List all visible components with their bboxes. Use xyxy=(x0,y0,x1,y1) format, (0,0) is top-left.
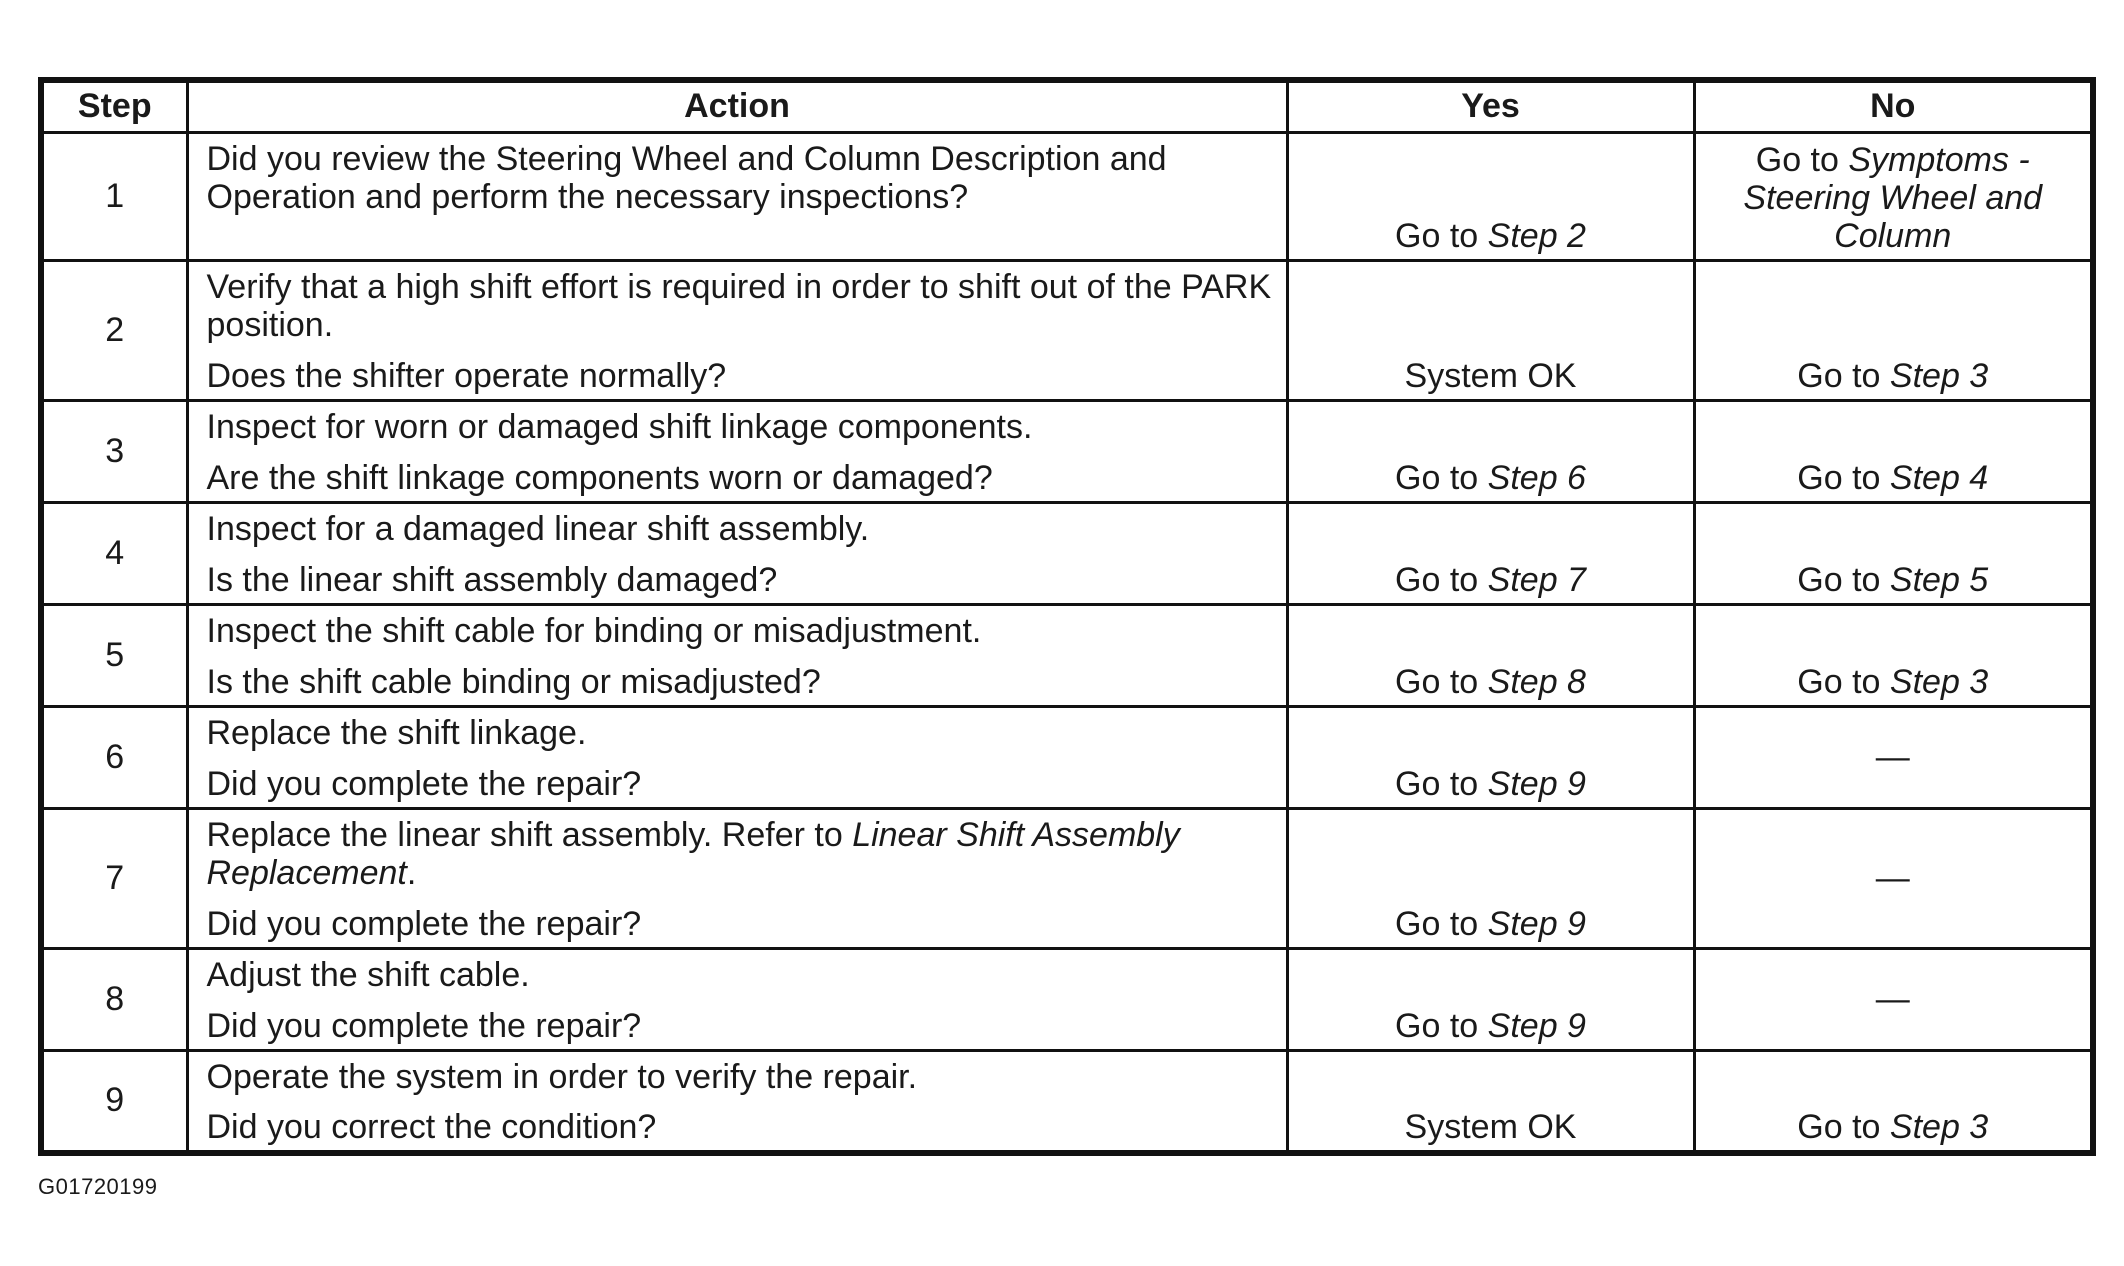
table-row xyxy=(41,502,2093,604)
figure-id: G01720199 xyxy=(38,1174,158,1199)
step-number: 3 xyxy=(41,400,187,502)
table-row xyxy=(41,1050,2093,1153)
yes-prefix: Go to xyxy=(1395,560,1479,599)
yes-step-link[interactable]: Step 2 xyxy=(1487,216,1586,255)
yes-prefix: Go to xyxy=(1395,1006,1479,1045)
no-cell xyxy=(1694,132,2093,260)
action-instruction: Inspect for worn or damaged shift linkage components. xyxy=(206,407,1033,446)
step-number: 5 xyxy=(41,604,187,706)
no-step-link[interactable]: Step 5 xyxy=(1889,560,1989,599)
step-number: 8 xyxy=(41,948,187,1050)
action-question: Did you correct the condition? xyxy=(206,1107,657,1146)
table-row xyxy=(41,132,2093,260)
action-instruction xyxy=(207,816,1276,892)
yes-cell xyxy=(1287,948,1694,1050)
action-cell xyxy=(187,502,1287,604)
action-question: Is the shift cable binding or misadjusted? xyxy=(206,662,821,701)
header-step: Step xyxy=(41,80,187,132)
action-cell xyxy=(187,400,1287,502)
no-cell xyxy=(1694,400,2093,502)
step-number: 9 xyxy=(41,1050,187,1153)
linear-shift-replacement-link[interactable]: Linear Shift Assembly Replacement xyxy=(206,815,1180,892)
yes-prefix: Go to xyxy=(1395,216,1479,255)
header-yes: Yes xyxy=(1287,80,1694,132)
action-question: Is the linear shift assembly damaged? xyxy=(206,560,778,599)
action-cell xyxy=(187,808,1287,948)
yes-prefix: Go to xyxy=(1395,662,1479,701)
no-dash: — xyxy=(1875,738,1910,776)
table-header-row xyxy=(41,80,2093,132)
no-cell xyxy=(1694,604,2093,706)
yes-step-link[interactable]: Step 9 xyxy=(1487,764,1586,803)
diagnostic-table xyxy=(38,77,2096,1156)
action-instruction: Inspect for a damaged linear shift assembly. xyxy=(206,509,870,548)
table-row xyxy=(41,260,2093,400)
no-cell xyxy=(1694,1050,2093,1153)
yes-cell xyxy=(1287,400,1694,502)
no-cell xyxy=(1694,260,2093,400)
no-prefix: Go to xyxy=(1797,662,1881,701)
no-dash: — xyxy=(1875,980,1910,1018)
no-dash: — xyxy=(1875,859,1910,897)
action-question: Did you complete the repair? xyxy=(206,904,642,943)
step-number: 6 xyxy=(41,706,187,808)
action-question: Does the shifter operate normally? xyxy=(206,356,727,395)
table-row xyxy=(41,808,2093,948)
action-cell xyxy=(187,132,1287,260)
no-cell xyxy=(1694,502,2093,604)
yes-prefix: Go to xyxy=(1395,458,1479,497)
step-number: 1 xyxy=(41,132,187,260)
step-number: 7 xyxy=(41,808,187,948)
header-no: No xyxy=(1694,80,2093,132)
no-prefix: Go to xyxy=(1797,560,1881,599)
action-instruction-prefix: Replace the linear shift assembly. Refer to xyxy=(206,815,843,854)
yes-result: System OK xyxy=(1404,1107,1577,1146)
no-cell xyxy=(1694,808,2093,948)
action-instruction-suffix: . xyxy=(406,853,417,892)
yes-step-link[interactable]: Step 9 xyxy=(1487,904,1586,943)
table-row xyxy=(41,948,2093,1050)
action-cell xyxy=(187,260,1287,400)
action-question: Did you complete the repair? xyxy=(206,764,642,803)
yes-cell xyxy=(1287,502,1694,604)
action-cell xyxy=(187,1050,1287,1153)
no-symptoms-link[interactable]: Symptoms - Steering Wheel and Column xyxy=(1743,140,2043,255)
step-number: 2 xyxy=(41,260,187,400)
yes-result: System OK xyxy=(1404,356,1577,395)
action-instruction: Replace the shift linkage. xyxy=(206,713,587,752)
action-instruction: Inspect the shift cable for binding or misadjustment. xyxy=(206,611,982,650)
action-cell xyxy=(187,948,1287,1050)
action-question: Are the shift linkage components worn or damaged? xyxy=(206,458,993,497)
step-number: 4 xyxy=(41,502,187,604)
no-prefix: Go to xyxy=(1755,140,1839,179)
no-prefix: Go to xyxy=(1797,1107,1881,1146)
no-step-link[interactable]: Step 3 xyxy=(1889,356,1989,395)
yes-cell xyxy=(1287,132,1694,260)
table-row xyxy=(41,706,2093,808)
no-cell xyxy=(1694,706,2093,808)
yes-cell xyxy=(1287,808,1694,948)
no-cell xyxy=(1694,948,2093,1050)
yes-step-link[interactable]: Step 7 xyxy=(1487,560,1586,599)
yes-cell xyxy=(1287,1050,1694,1153)
yes-step-link[interactable]: Step 9 xyxy=(1487,1006,1586,1045)
yes-cell xyxy=(1287,260,1694,400)
no-prefix: Go to xyxy=(1797,458,1881,497)
header-action: Action xyxy=(187,80,1287,132)
action-text: Did you review the Steering Wheel and Column Description and Operation and perform the necessary inspections? xyxy=(206,139,1167,216)
yes-prefix: Go to xyxy=(1395,904,1479,943)
action-instruction: Verify that a high shift effort is required in order to shift out of the PARK position. xyxy=(206,267,1272,344)
no-step-link[interactable]: Step 3 xyxy=(1889,662,1989,701)
no-step-link[interactable]: Step 4 xyxy=(1889,458,1989,497)
yes-cell xyxy=(1287,604,1694,706)
table-row xyxy=(41,604,2093,706)
yes-prefix: Go to xyxy=(1395,764,1479,803)
action-question: Did you complete the repair? xyxy=(206,1006,642,1045)
yes-step-link[interactable]: Step 8 xyxy=(1487,662,1586,701)
table-row xyxy=(41,400,2093,502)
action-cell xyxy=(187,706,1287,808)
yes-cell xyxy=(1287,706,1694,808)
action-cell xyxy=(187,604,1287,706)
action-instruction: Adjust the shift cable. xyxy=(206,955,530,994)
action-instruction: Operate the system in order to verify the repair. xyxy=(206,1057,918,1096)
no-step-link[interactable]: Step 3 xyxy=(1889,1107,1989,1146)
yes-step-link[interactable]: Step 6 xyxy=(1487,458,1586,497)
no-prefix: Go to xyxy=(1797,356,1881,395)
